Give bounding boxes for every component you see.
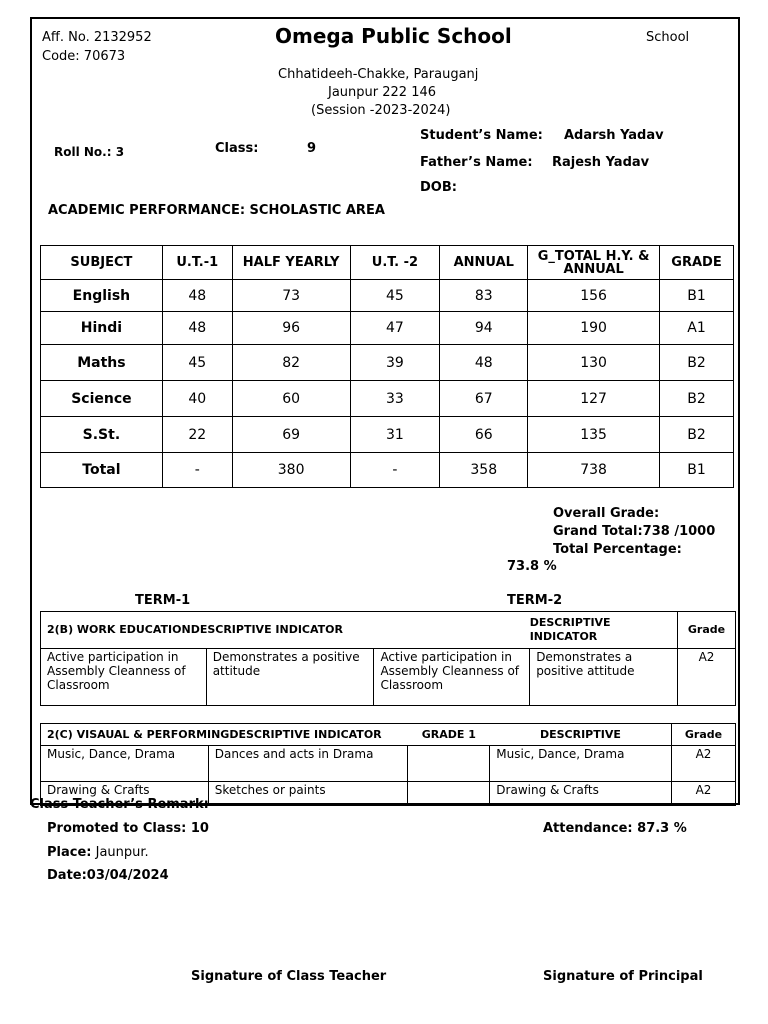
signature-class-teacher: Signature of Class Teacher xyxy=(191,969,387,984)
attendance: Attendance: 87.3 % xyxy=(543,821,687,836)
half-yearly-cell: 73 xyxy=(232,280,350,312)
grade-cell: B2 xyxy=(660,381,734,417)
header-subject: SUBJECT xyxy=(41,246,163,280)
table-row xyxy=(41,280,734,312)
half-yearly-cell: 60 xyxy=(232,381,350,417)
grand-total-cell: 130 xyxy=(528,345,660,381)
grand-total-cell: 190 xyxy=(528,312,660,345)
annual-cell: 94 xyxy=(440,312,528,345)
half-yearly-cell: 380 xyxy=(232,453,350,488)
term2-activity: Active participation in Assembly Cleanness of Classroom xyxy=(374,649,530,706)
indicator-cell: Dances and acts in Drama xyxy=(208,746,408,782)
place-value: Jaunpur. xyxy=(95,845,149,860)
grand-total-cell: 135 xyxy=(528,417,660,453)
father-name-value: Rajesh Yadav xyxy=(552,155,650,170)
work-education-title: 2(B) WORK EDUCATIONDESCRIPTIVE INDICATOR xyxy=(41,612,530,649)
term2-activity-cell: Drawing & Crafts xyxy=(490,782,672,806)
grade-cell: B1 xyxy=(660,453,734,488)
ut1-cell: 48 xyxy=(162,280,232,312)
ut2-cell: 47 xyxy=(350,312,440,345)
table-row xyxy=(41,417,734,453)
school-tag: School xyxy=(646,30,690,45)
term1-indicator: Demonstrates a positive attitude xyxy=(206,649,374,706)
ut1-cell: 48 xyxy=(162,312,232,345)
header-ut1: U.T.-1 xyxy=(162,246,232,280)
grade1-cell xyxy=(408,746,490,782)
total-percentage-value: 73.8 % xyxy=(507,559,557,574)
ut2-cell: 45 xyxy=(350,280,440,312)
work-education-table xyxy=(40,611,736,706)
header-grade: GRADE xyxy=(660,246,734,280)
ut2-cell: 31 xyxy=(350,417,440,453)
session: (Session -2023-2024) xyxy=(311,103,451,118)
work-education-grade-header: Grade xyxy=(678,612,736,649)
subject-cell: Hindi xyxy=(41,312,163,345)
header-grand-total: G_TOTAL H.Y. & ANNUAL xyxy=(528,246,660,280)
term2-indicator: Demonstrates a positive attitude xyxy=(530,649,678,706)
subject-cell: Maths xyxy=(41,345,163,381)
school-name: Omega Public School xyxy=(275,24,512,48)
address-line-2: Jaunpur 222 146 xyxy=(328,85,437,100)
table-row xyxy=(41,381,734,417)
half-yearly-cell: 96 xyxy=(232,312,350,345)
address-line-1: Chhatideeh-Chakke, Parauganj xyxy=(278,67,479,82)
signature-principal: Signature of Principal xyxy=(543,969,703,984)
grade-cell: A1 xyxy=(660,312,734,345)
place xyxy=(47,845,149,860)
term1-activity: Active participation in Assembly Cleanness of Classroom xyxy=(41,649,207,706)
dob-label: DOB: xyxy=(420,180,457,195)
class-value: 9 xyxy=(307,141,317,156)
remark-clip xyxy=(30,797,290,814)
ut1-cell: - xyxy=(162,453,232,488)
subject-cell: Science xyxy=(41,381,163,417)
student-name-value: Adarsh Yadav xyxy=(564,128,664,143)
father-name-label: Father’s Name: xyxy=(420,155,533,170)
school-code: Code: 70673 xyxy=(42,49,126,64)
activity-cell: Music, Dance, Drama xyxy=(41,746,209,782)
roll-number: Roll No.: 3 xyxy=(54,145,125,159)
work-education-grade: A2 xyxy=(678,649,736,706)
term2-activity-cell: Music, Dance, Drama xyxy=(490,746,672,782)
grand-total-cell: 738 xyxy=(528,453,660,488)
ut1-cell: 40 xyxy=(162,381,232,417)
visual-arts-grade-header: Grade xyxy=(672,724,736,746)
visual-arts-descriptive-header: DESCRIPTIVE xyxy=(490,724,672,746)
ut1-cell: 45 xyxy=(162,345,232,381)
visual-arts-grade1-header: GRADE 1 xyxy=(408,724,490,746)
subject-cell: S.St. xyxy=(41,417,163,453)
term-1-label: TERM-1 xyxy=(135,593,191,608)
teacher-remark-label: Class Teacher’s Remark: xyxy=(30,797,209,812)
term-2-label: TERM-2 xyxy=(507,593,563,608)
date: Date:03/04/2024 xyxy=(47,868,169,883)
grade-cell: A2 xyxy=(672,782,736,806)
grade-cell: B2 xyxy=(660,417,734,453)
ut2-cell: 39 xyxy=(350,345,440,381)
grand-total-cell: 127 xyxy=(528,381,660,417)
subject-cell: Total xyxy=(41,453,163,488)
marks-header-row xyxy=(41,246,734,280)
table-row xyxy=(41,345,734,381)
annual-cell: 48 xyxy=(440,345,528,381)
ut2-cell: - xyxy=(350,453,440,488)
total-percentage-label: Total Percentage: xyxy=(553,542,682,557)
grade-cell: A2 xyxy=(672,746,736,782)
annual-cell: 358 xyxy=(440,453,528,488)
activity-cell: Drawing & Crafts xyxy=(41,782,209,806)
half-yearly-cell: 69 xyxy=(232,417,350,453)
table-row xyxy=(41,746,736,782)
student-name-label: Student’s Name: xyxy=(420,128,543,143)
annual-cell: 66 xyxy=(440,417,528,453)
section-title: ACADEMIC PERFORMANCE: SCHOLASTIC AREA xyxy=(48,203,385,218)
promoted-to-class: Promoted to Class: 10 xyxy=(47,821,209,836)
marks-table xyxy=(40,245,734,488)
overall-grade: Overall Grade: xyxy=(553,506,660,521)
header-half-yearly: HALF YEARLY xyxy=(232,246,350,280)
annual-cell: 67 xyxy=(440,381,528,417)
half-yearly-cell: 82 xyxy=(232,345,350,381)
visual-arts-header xyxy=(41,724,736,746)
work-education-indicator-header: DESCRIPTIVE INDICATOR xyxy=(530,612,678,649)
header-annual: ANNUAL xyxy=(440,246,528,280)
grade1-cell xyxy=(408,782,490,806)
header-ut2: U.T. -2 xyxy=(350,246,440,280)
table-row xyxy=(41,312,734,345)
visual-arts-title: 2(C) VISAUAL & PERFORMINGDESCRIPTIVE INDICATOR xyxy=(41,724,408,746)
visual-arts-table xyxy=(40,723,736,806)
grade-cell: B2 xyxy=(660,345,734,381)
table-row xyxy=(41,649,736,706)
ut2-cell: 33 xyxy=(350,381,440,417)
grade-cell: B1 xyxy=(660,280,734,312)
ut1-cell: 22 xyxy=(162,417,232,453)
work-education-header xyxy=(41,612,736,649)
annual-cell: 83 xyxy=(440,280,528,312)
grand-total: Grand Total:738 /1000 xyxy=(553,524,716,539)
place-label: Place: xyxy=(47,845,92,860)
total-row xyxy=(41,453,734,488)
grand-total-cell: 156 xyxy=(528,280,660,312)
indicator-cell: Sketches or paints xyxy=(208,782,408,806)
class-label: Class: xyxy=(215,141,259,156)
affiliation-number: Aff. No. 2132952 xyxy=(42,30,152,45)
subject-cell: English xyxy=(41,280,163,312)
